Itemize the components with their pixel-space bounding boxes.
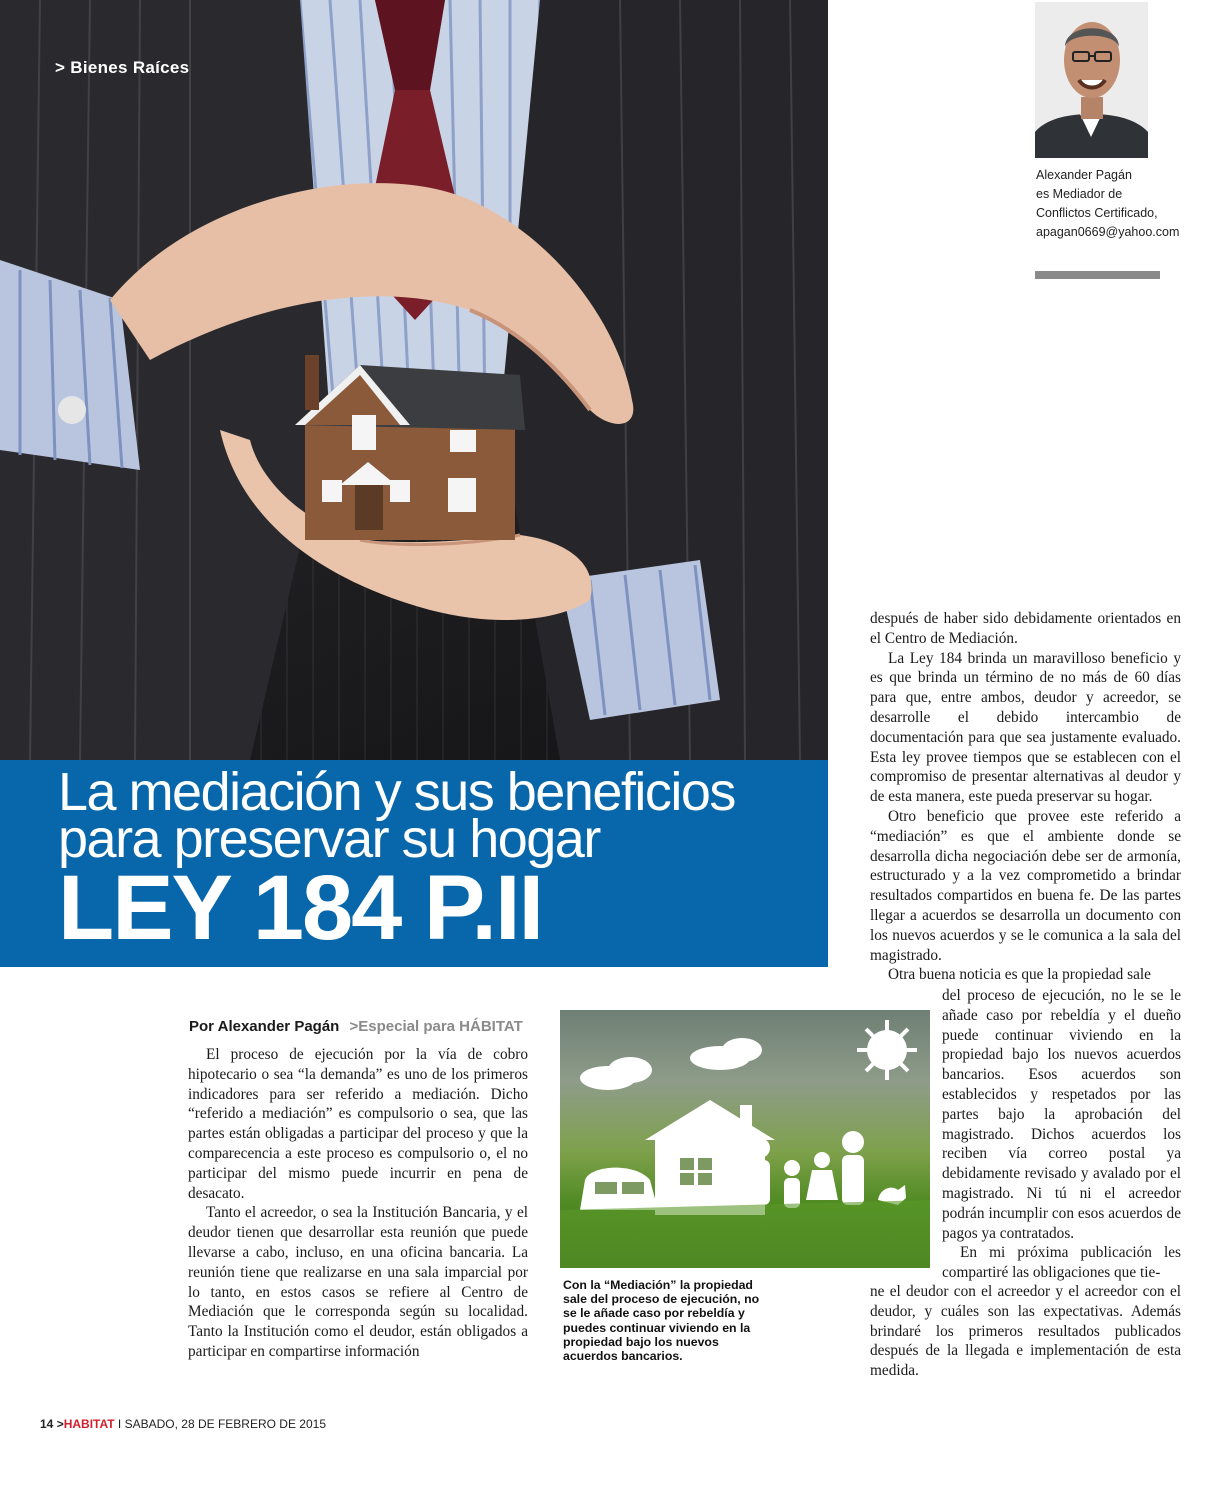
paragraph: La Ley 184 brinda un maravilloso beneficio y es que brinda un término de no más de 60 días para que, entre ambos, deudor y acreedor, se desarrolle el debido intercambio de documentación para que sea justamente evaluado. Esta ley provee tiempos que se establecen con el compromiso de presentar alternativas al deudor y de esta manera, este pueda preservar su hogar. [870, 649, 1181, 806]
section-tag: > Bienes Raíces [55, 58, 190, 77]
footer-separator: > [53, 1417, 64, 1431]
inset-caption: Con la “Mediación” la propiedad sale del proceso de ejecución, no se le añade caso por rebeldía y puedes continuar viviendo en la propiedad bajo los nuevos acuerdos bancarios. [563, 1278, 760, 1364]
paper-family-illustration [560, 1010, 930, 1268]
author-caption-line: Conflictos Certificado, [1036, 206, 1158, 220]
body-column-left [188, 1045, 528, 1362]
headline-big: LEY 184 P.II [58, 857, 543, 959]
byline-special: >Especial para HÁBITAT [349, 1018, 523, 1035]
byline [189, 1018, 523, 1035]
paragraph: En mi próxima publicación les compartiré las obligaciones que tie- [942, 1244, 1181, 1282]
hero-photo [0, 0, 828, 760]
paragraph: después de haber sido debidamente orientados en el Centro de Mediación. [870, 610, 1181, 647]
hero-illustration [0, 0, 828, 760]
author-caption-line: Alexander Pagán [1036, 168, 1132, 182]
divider-bar [1035, 271, 1160, 279]
paragraph: El proceso de ejecución por la vía de cobro hipotecario o sea “la demanda” es uno de los primeros indicadores para ser referido a mediación. Dicho “referido a mediación” es compulsorio o sea, que las partes están obligadas a participar del proceso y que la comparecencia a este proceso es compulsorio o, el no participar del mismo puede incurrir en pena de desacato. [188, 1046, 528, 1202]
byline-author: Por Alexander Pagán [189, 1018, 340, 1035]
page-footer [40, 1417, 326, 1431]
decorative-square [205, 970, 246, 1007]
footer-date: I SABADO, 28 DE FEBRERO DE 2015 [114, 1417, 327, 1431]
page-number: 14 [40, 1417, 54, 1431]
body-column-right-top [870, 609, 1181, 985]
author-portrait-illustration [1035, 2, 1148, 158]
author-caption-line: es Mediador de [1036, 187, 1123, 201]
inset-photo [560, 1010, 930, 1268]
paragraph: del proceso de ejecución, no le se le añade caso por rebeldía y el dueño puede continuar viviendo en la propiedad bajo los nuevos acuerdos bancarios. Esos acuerdos son establecidos y respetados por las partes bajo la aprobación del magistrado. Dichos acuerdos los reciben vía correo postal ya debidamente revisado y avalado por el magistrado. Ni tú ni el acreedor podrán incumplir con esos acuerdos de pagos ya contratados. [942, 987, 1181, 1242]
paragraph: ne el deudor con el acreedor y el acreedor con el deudor, y cuáles son las expectativas. Además brindaré los primeros resultados publicados después de la llegada e implementación de esta medida. [870, 1283, 1181, 1380]
paragraph: Tanto el acreedor, o sea la Institución Bancaria, y el deudor tienen que desarrollar esta reunión que puede llevarse a cabo, incluso, en una oficina bancaria. La reunión tiene que realizarse en una sala imparcial por lo tanto, en estos casos se refiere al Centro de Mediación que le corresponda según su localidad. Tanto la Institución como el deudor, están obligados a participar en compartirse información [188, 1204, 528, 1360]
body-column-right-wrap [942, 986, 1181, 1283]
footer-brand: HABITAT [63, 1417, 115, 1431]
author-photo [1035, 2, 1148, 158]
paragraph: Otra buena noticia es que la propiedad sale [888, 966, 1151, 984]
headline-line-2: para preservar su hogar [58, 809, 600, 869]
author-email: apagan0669@yahoo.com [1036, 225, 1180, 239]
body-column-right-bottom [870, 1282, 1181, 1381]
author-caption [1036, 166, 1206, 242]
title-band [0, 760, 828, 967]
headline-line-1: La mediación y sus beneficios [58, 762, 735, 822]
paragraph: Otro beneficio que provee este referido a “mediación” es que el ambiente donde se desarrolla dicha negociación debe ser de armonía, estructurado y a la vez comprometido a brindar resultados compartidos en buena fe. De las partes llegar a acuerdos se desarrolla un documento con los nuevos acuerdos y se le comunica a la sala del magistrado. [870, 807, 1181, 964]
